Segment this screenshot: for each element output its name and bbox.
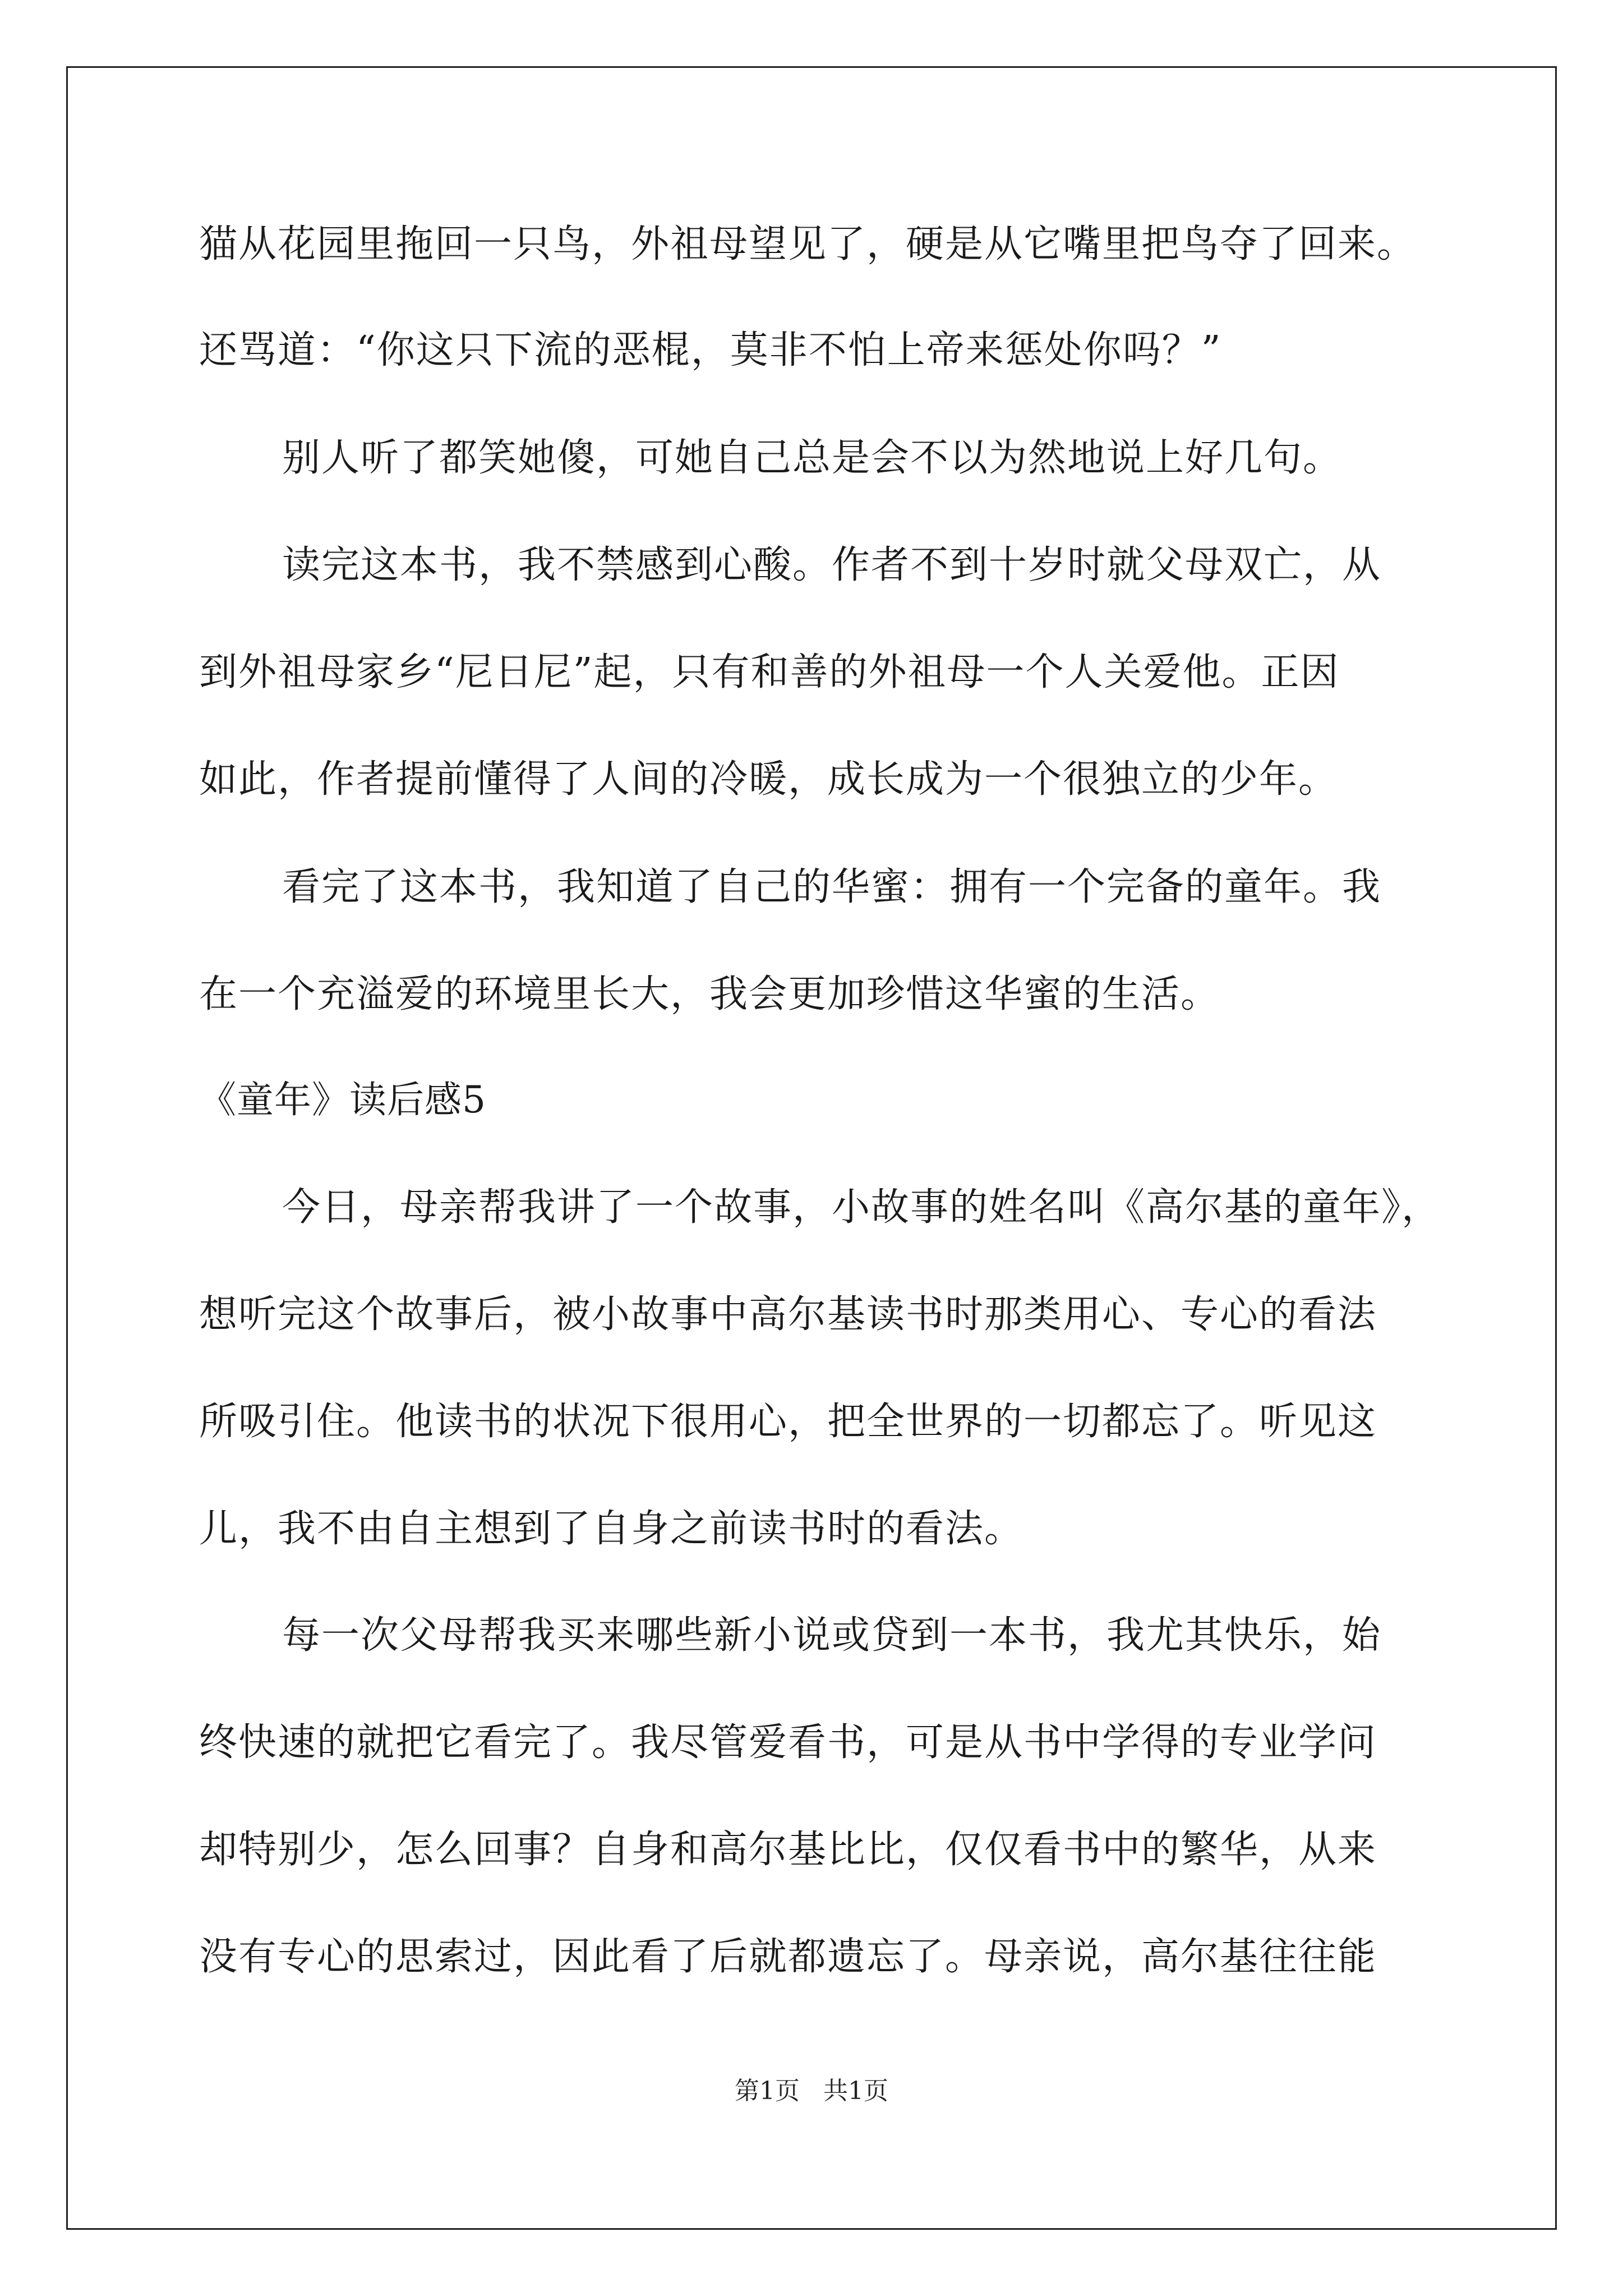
page-number: 第1页 共1页 — [735, 2077, 888, 2105]
text-line: 想听完这个故事后，被小故事中高尔基读书时那类用心、专心的看法 — [199, 1292, 1377, 1337]
text-line: 却特别少，怎么回事？自身和高尔基比比，仅仅看书中的繁华，从来 — [199, 1828, 1377, 1872]
section-heading: 《童年》读后感5 — [199, 1078, 486, 1121]
paragraph-first-line: 每一次父母帮我买来哪些新小说或贷到一本书，我尤其快乐，始 — [282, 1613, 1382, 1658]
text-line: 猫从花园里拖回一只鸟，外祖母望见了，硬是从它嘴里把鸟夺了回来。 — [199, 222, 1417, 266]
text-line: 在一个充溢爱的环境里长大，我会更加珍惜这华蜜的生活。 — [199, 972, 1220, 1016]
paragraph-first-line: 读完这本书，我不禁感到心酸。作者不到十岁时就父母双亡，从 — [282, 543, 1382, 587]
page-border — [66, 66, 1557, 2230]
text-line: 没有专心的思索过，因此看了后就都遗忘了。母亲说，高尔基往往能 — [199, 1935, 1377, 1979]
text-line: 儿，我不由自主想到了自身之前读书时的看法。 — [199, 1507, 1024, 1551]
text-line: 还骂道：“你这只下流的恶棍，莫非不怕上帝来惩处你吗？” — [199, 328, 1222, 372]
paragraph-first-line: 今日，母亲帮我讲了一个故事，小故事的姓名叫《高尔基的童年》， — [282, 1185, 1441, 1230]
paragraph-first-line: 看完了这本书，我知道了自己的华蜜：拥有一个完备的童年。我 — [282, 865, 1382, 909]
paragraph-first-line: 别人听了都笑她傻，可她自己总是会不以为然地说上好几句。 — [282, 436, 1343, 480]
text-line: 终快速的就把它看完了。我尽管爱看书，可是从书中学得的专业学问 — [199, 1720, 1377, 1765]
text-line: 如此，作者提前懂得了人间的冷暖，成长成为一个很独立的少年。 — [199, 757, 1338, 802]
text-line: 所吸引住。他读书的状况下很用心，把全世界的一切都忘了。听见这 — [199, 1400, 1377, 1444]
text-line: 到外祖母家乡“尼日尼”起，只有和善的外祖母一个人关爱他。正因 — [199, 650, 1340, 694]
